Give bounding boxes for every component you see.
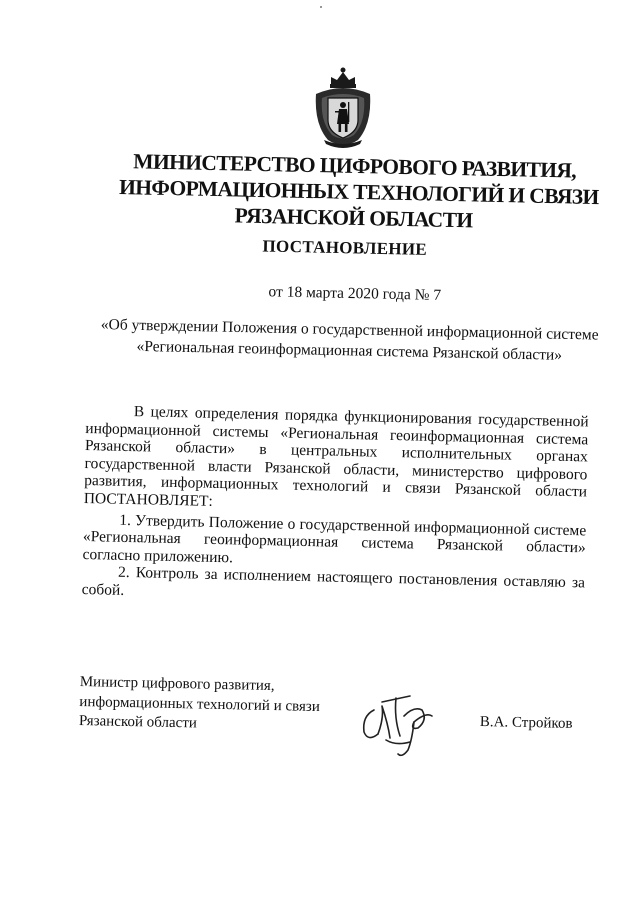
word: Положение — [208, 513, 284, 533]
organization-name — [118, 148, 599, 236]
organization-name-line: РЯЗАНСКОЙ ОБЛАСТИ — [234, 203, 473, 233]
word: цифрового — [516, 464, 588, 484]
word: 2. — [117, 564, 130, 582]
word: министерство — [411, 462, 504, 482]
word: развития, — [84, 472, 147, 491]
word: «Региональная — [280, 424, 379, 444]
signature-icon — [352, 676, 442, 760]
word: и — [382, 479, 391, 497]
word: система — [535, 429, 589, 448]
coat-of-arms-icon — [310, 64, 376, 150]
word: оставляю — [503, 572, 567, 592]
document-type-heading: ПОСТАНОВЛЕНИЕ — [262, 236, 428, 259]
word: Рязанской — [436, 536, 504, 555]
word: системы — [212, 422, 269, 441]
word: власти — [207, 457, 252, 476]
signer-title-line: информационных технологий и связи — [79, 693, 321, 715]
word: настоящего — [316, 568, 393, 588]
word: определения — [194, 404, 279, 424]
word: Контроль — [135, 564, 199, 583]
word: геоинформационная — [203, 530, 339, 551]
word: информационных — [160, 474, 279, 494]
word: за — [571, 574, 586, 592]
word: геоинформационная — [389, 426, 525, 447]
word: области» — [175, 439, 236, 458]
word: связи — [404, 479, 441, 498]
word: исполнением — [223, 566, 312, 586]
word: в — [259, 441, 267, 459]
word: центральных — [290, 441, 378, 461]
word: порядка — [284, 406, 339, 425]
word: исполнительных — [401, 444, 513, 464]
word: система — [361, 534, 414, 553]
word: государственной — [84, 454, 196, 475]
item1-last-line: согласно приложению. — [82, 545, 234, 567]
word: информационной — [85, 419, 202, 440]
preamble-last-line: ПОСТАНОВЛЯЕТ: — [83, 489, 214, 510]
word: постановления — [398, 570, 498, 590]
word: Рязанской — [264, 458, 331, 478]
document-subject-line: «Региональная геоинформационная система Рязанской области» — [136, 337, 563, 364]
word: Рязанской — [454, 480, 522, 500]
document-subject-line: «Об утверждении Положения о государственной информационной системе — [100, 316, 599, 344]
signer-title-line: Рязанской области — [78, 712, 198, 732]
signer-name: В.А. Стройков — [479, 714, 573, 732]
organization-name-line: МИНИСТЕРСТВО ЦИФРОВОГО РАЗВИТИЯ, — [133, 149, 577, 183]
word: за — [204, 566, 218, 584]
document-body — [82, 402, 589, 610]
word: «Региональная — [82, 528, 181, 548]
word: информационной — [413, 518, 530, 538]
scan-speck — [320, 6, 322, 8]
word: государственной — [299, 515, 411, 535]
item2-last-line: собой. — [81, 580, 125, 599]
word: системе — [533, 520, 587, 539]
document-date-number: от 18 марта 2020 года № 7 — [268, 283, 442, 304]
word: о — [287, 515, 296, 533]
signer-title-line: Министр цифрового развития, — [79, 673, 275, 695]
word: государственной — [478, 410, 589, 431]
word: области» — [526, 538, 586, 557]
word: Утвердить — [134, 511, 205, 531]
word: В — [133, 403, 145, 421]
word: области, — [343, 460, 400, 479]
word: целях — [150, 403, 189, 422]
organization-name-line: ИНФОРМАЦИОННЫХ ТЕХНОЛОГИЙ И СВЯЗИ — [118, 174, 599, 210]
signer-title — [79, 673, 321, 737]
document-subject — [94, 314, 605, 367]
word: технологий — [292, 477, 369, 496]
word: области — [535, 482, 588, 501]
word: функционирования — [344, 407, 472, 428]
word: Рязанской — [84, 437, 152, 456]
word: органах — [536, 447, 589, 466]
word: 1. — [119, 511, 132, 529]
